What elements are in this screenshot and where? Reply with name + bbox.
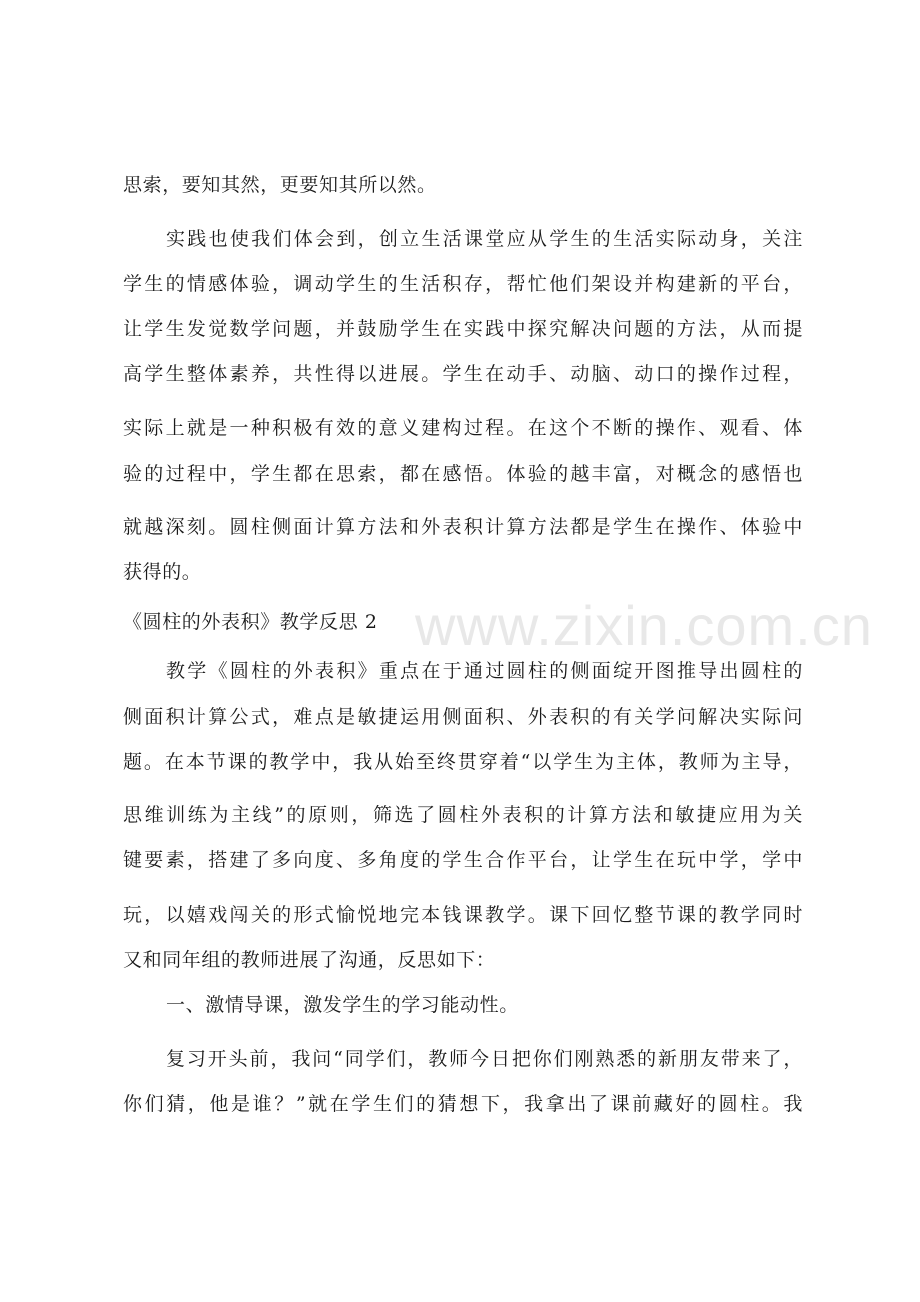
paragraph-line: 实际上就是一种积极有效的意义建构过程。在这个不断的操作、观看、体 (123, 417, 803, 439)
paragraph-line: 玩，以嬉戏闯关的形式愉悦地完本钱课教学。课下回忆整节课的教学同时 (123, 904, 803, 926)
paragraph-line: 你们猜，他是谁？”就在学生们的猜想下，我拿出了课前藏好的圆柱。我 (123, 1093, 803, 1115)
paragraph-line: 思维训练为主线”的原则，筛选了圆柱外表积的计算方法和敏捷应用为关 (123, 804, 803, 826)
paragraph-line: 验的过程中，学生都在思索，都在感悟。体验的越丰富，对概念的感悟也 (123, 463, 803, 485)
paragraph-line: 键要素，搭建了多向度、多角度的学生合作平台，让学生在玩中学，学中 (123, 849, 803, 871)
paragraph-line: 获得的。 (123, 561, 202, 583)
paragraph-line: 学生的情感体验，调动学生的生活积存，帮忙他们架设并构建新的平台， (123, 273, 803, 295)
paragraph-line: 侧面积计算公式，难点是敏捷运用侧面积、外表积的有关学问解决实际问 (123, 706, 803, 728)
paragraph-line: 实践也使我们体会到，创立生活课堂应从学生的生活实际动身，关注 (166, 228, 803, 250)
watermark-text: www.zixin.com.cn (415, 594, 873, 657)
paragraph-line: 高学生整体素养，共性得以进展。学生在动手、动脑、动口的操作过程， (123, 363, 803, 385)
list-item: 一、激情导课，激发学生的学习能动性。 (166, 994, 519, 1016)
paragraph-line: 思索，要知其然，更要知其所以然。 (123, 174, 437, 196)
paragraph-line: 复习开头前，我问“同学们，教师今日把你们刚熟悉的新朋友带来了， (166, 1048, 803, 1070)
paragraph-line: 教学《圆柱的外表积》重点在于通过圆柱的侧面绽开图推导出圆柱的 (166, 660, 803, 682)
paragraph-line: 就越深刻。圆柱侧面计算方法和外表积计算方法都是学生在操作、体验中 (123, 516, 803, 538)
section-heading: 《圆柱的外表积》教学反思 2 (123, 611, 378, 633)
paragraph-line: 又和同年组的教师进展了沟通，反思如下： (123, 949, 496, 971)
paragraph-line: 让学生发觉数学问题，并鼓励学生在实践中探究解决问题的方法，从而提 (123, 318, 803, 340)
paragraph-line: 题。在本节课的教学中，我从始至终贯穿着“以学生为主体，教师为主导， (123, 751, 803, 773)
